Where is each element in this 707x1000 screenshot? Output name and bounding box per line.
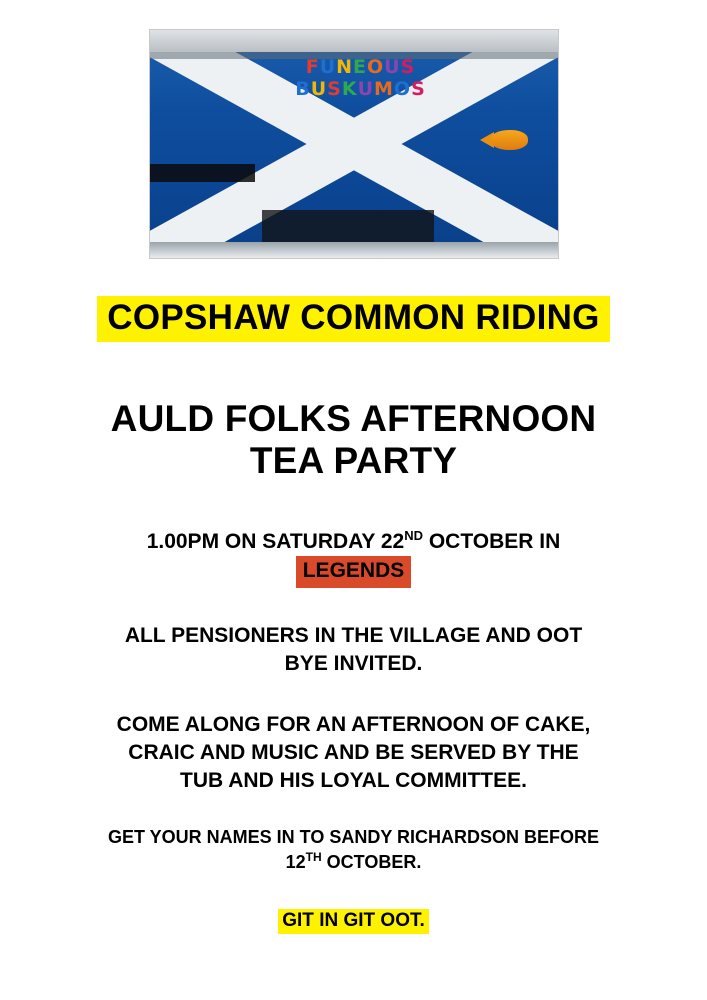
invitation-line-1: ALL PENSIONERS IN THE VILLAGE AND OOT (124, 623, 583, 647)
closing-slogan: GIT IN GIT OOT. (278, 909, 429, 934)
event-datetime-venue (147, 527, 561, 588)
photo-dark-bar-lower (262, 210, 434, 244)
rsvp-ordinal-suffix: TH (305, 850, 322, 865)
headline-line-1: AULD FOLKS AFTERNOON (110, 398, 597, 440)
rsvp-line-1: GET YOUR NAMES IN TO SANDY RICHARDSON BEFORE (107, 827, 600, 848)
rsvp-line-2 (44, 850, 664, 875)
banner-cutout-letters (266, 58, 456, 99)
event-date-tail: OCTOBER IN (423, 530, 561, 554)
venue-name: LEGENDS (296, 556, 412, 587)
event-banner-title: COPSHAW COMMON RIDING (97, 296, 609, 342)
banner-letters-row-2: BUSKUMOS (295, 78, 426, 100)
body-line-1: COME ALONG FOR AN AFTERNOON OF CAKE, (116, 713, 591, 737)
event-datetime-line (147, 527, 561, 556)
saltire-flag-banner-photo (149, 29, 559, 259)
rsvp-paragraph (44, 826, 664, 875)
date-ordinal-suffix: ND (404, 528, 424, 544)
venue-line (147, 556, 561, 587)
photo-bottom-edge (150, 242, 558, 258)
photo-top-edge (150, 30, 558, 52)
rsvp-deadline-day: 12 (285, 852, 306, 873)
headline-line-2: TEA PARTY (249, 439, 458, 481)
body-line-2: CRAIC AND MUSIC AND BE SERVED BY THE (128, 740, 579, 764)
page-title (111, 398, 597, 481)
photo-dark-bar-left (150, 164, 255, 182)
event-time-date: 1.00PM ON SATURDAY 22 (146, 530, 405, 554)
rsvp-deadline-month: OCTOBER. (321, 852, 422, 873)
body-paragraph (44, 711, 664, 794)
body-line-3: TUB AND HIS LOYAL COMMITTEE. (180, 768, 527, 792)
invitation-line-2: BYE INVITED. (284, 651, 423, 675)
fish-decoration-icon (480, 128, 532, 152)
banner-letters-row-1: FUNEOUS (305, 56, 416, 78)
invitation-paragraph (44, 622, 664, 677)
